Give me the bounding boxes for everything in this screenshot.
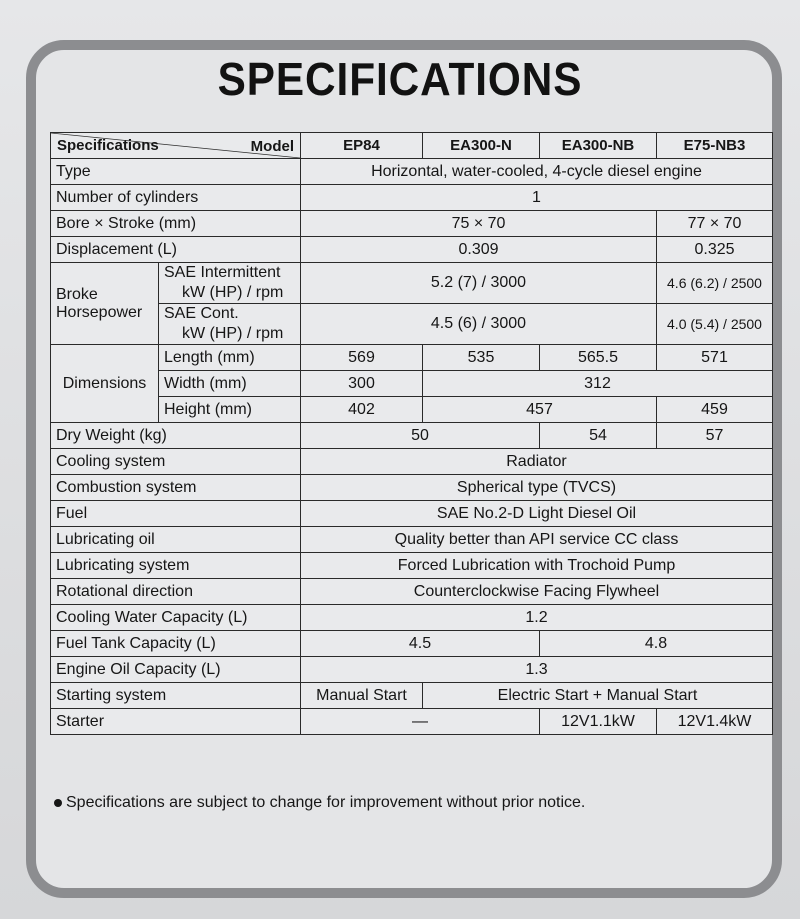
footnote-text: Specifications are subject to change for improvement without prior notice.: [66, 794, 586, 811]
table-row: [51, 345, 773, 371]
table-row: [51, 657, 773, 683]
value-bore-a: 75 × 70: [301, 211, 657, 237]
row-label-dry-weight: Dry Weight (kg): [51, 423, 301, 449]
value-starter-b: 12V1.1kW: [540, 709, 657, 735]
value-starting-a: Manual Start: [301, 683, 423, 709]
row-label-cooling-water: Cooling Water Capacity (L): [51, 605, 301, 631]
sub-label-height: Height (mm): [159, 397, 301, 423]
table-row: [51, 527, 773, 553]
value-starter-a: —: [301, 709, 540, 735]
spec-table: [50, 132, 773, 735]
cont-line1: SAE Cont.: [164, 305, 239, 322]
table-header-row: [51, 133, 773, 159]
table-row: [51, 709, 773, 735]
page-title: SPECIFICATIONS: [217, 53, 583, 105]
value-bore-b: 77 × 70: [657, 211, 773, 237]
value-fuel: SAE No.2-D Light Diesel Oil: [301, 501, 773, 527]
value-dry-weight-c: 57: [657, 423, 773, 449]
table-row: [51, 371, 773, 397]
row-label-dimensions: Dimensions: [51, 345, 159, 423]
row-label-cylinders: Number of cylinders: [51, 185, 301, 211]
cont-line2: kW (HP) / rpm: [182, 325, 284, 342]
value-hp-intermittent-a: 5.2 (7) / 3000: [301, 263, 657, 304]
table-row: [51, 579, 773, 605]
value-displacement-b: 0.325: [657, 237, 773, 263]
row-label-starting: Starting system: [51, 683, 301, 709]
row-label-rotation: Rotational direction: [51, 579, 301, 605]
value-lub-system: Forced Lubrication with Trochoid Pump: [301, 553, 773, 579]
value-hp-cont-a: 4.5 (6) / 3000: [301, 304, 657, 345]
row-label-lub-oil: Lubricating oil: [51, 527, 301, 553]
table-row: [51, 211, 773, 237]
value-rotation: Counterclockwise Facing Flywheel: [301, 579, 773, 605]
table-row: [51, 553, 773, 579]
row-label-fuel-tank: Fuel Tank Capacity (L): [51, 631, 301, 657]
table-row: [51, 185, 773, 211]
value-hp-intermittent-b: 4.6 (6.2) / 2500: [657, 263, 773, 304]
table-row: [51, 423, 773, 449]
row-label-fuel: Fuel: [51, 501, 301, 527]
value-cooling: Radiator: [301, 449, 773, 475]
value-engine-oil: 1.3: [301, 657, 773, 683]
footnote: [54, 794, 585, 812]
value-lub-oil: Quality better than API service CC class: [301, 527, 773, 553]
table-row: [51, 263, 773, 304]
value-hp-cont-b: 4.0 (5.4) / 2500: [657, 304, 773, 345]
value-starter-c: 12V1.4kW: [657, 709, 773, 735]
table-row: [51, 449, 773, 475]
value-height-b: 457: [423, 397, 657, 423]
value-height-a: 402: [301, 397, 423, 423]
table-row: [51, 159, 773, 185]
model-label: Model: [250, 138, 294, 155]
row-label-horsepower: Broke Horsepower: [51, 263, 159, 345]
table-row: [51, 397, 773, 423]
intermittent-line1: SAE Intermittent: [164, 264, 281, 281]
value-starting-b: Electric Start + Manual Start: [423, 683, 773, 709]
row-label-combustion: Combustion system: [51, 475, 301, 501]
specifications-label: Specifications: [57, 137, 159, 154]
value-cooling-water: 1.2: [301, 605, 773, 631]
sub-label-length: Length (mm): [159, 345, 301, 371]
value-width-b: 312: [423, 371, 773, 397]
value-cylinders: 1: [301, 185, 773, 211]
bullet-icon: [54, 799, 62, 807]
row-label-type: Type: [51, 159, 301, 185]
row-label-lub-system: Lubricating system: [51, 553, 301, 579]
value-length-e75: 571: [657, 345, 773, 371]
value-fuel-tank-a: 4.5: [301, 631, 540, 657]
table-row: [51, 237, 773, 263]
value-width-a: 300: [301, 371, 423, 397]
sub-label-cont: [159, 304, 301, 345]
value-length-ea300n: 535: [423, 345, 540, 371]
value-displacement-a: 0.309: [301, 237, 657, 263]
model-e75-nb3: E75-NB3: [657, 133, 773, 159]
value-type: Horizontal, water-cooled, 4-cycle diesel engine: [301, 159, 773, 185]
value-dry-weight-b: 54: [540, 423, 657, 449]
intermittent-line2: kW (HP) / rpm: [182, 284, 284, 301]
row-label-bore: Bore × Stroke (mm): [51, 211, 301, 237]
row-label-starter: Starter: [51, 709, 301, 735]
value-length-ea300nb: 565.5: [540, 345, 657, 371]
value-fuel-tank-b: 4.8: [540, 631, 773, 657]
row-label-displacement: Displacement (L): [51, 237, 301, 263]
table-row: [51, 304, 773, 345]
row-label-engine-oil: Engine Oil Capacity (L): [51, 657, 301, 683]
sub-label-width: Width (mm): [159, 371, 301, 397]
model-ep84: EP84: [301, 133, 423, 159]
value-combustion: Spherical type (TVCS): [301, 475, 773, 501]
table-row: [51, 683, 773, 709]
value-length-ep84: 569: [301, 345, 423, 371]
value-height-c: 459: [657, 397, 773, 423]
table-row: [51, 475, 773, 501]
model-ea300-n: EA300-N: [423, 133, 540, 159]
value-dry-weight-a: 50: [301, 423, 540, 449]
table-row: [51, 605, 773, 631]
row-label-cooling: Cooling system: [51, 449, 301, 475]
table-row: [51, 631, 773, 657]
model-spec-corner: [51, 133, 301, 159]
sub-label-intermittent: [159, 263, 301, 304]
model-ea300-nb: EA300-NB: [540, 133, 657, 159]
table-row: [51, 501, 773, 527]
